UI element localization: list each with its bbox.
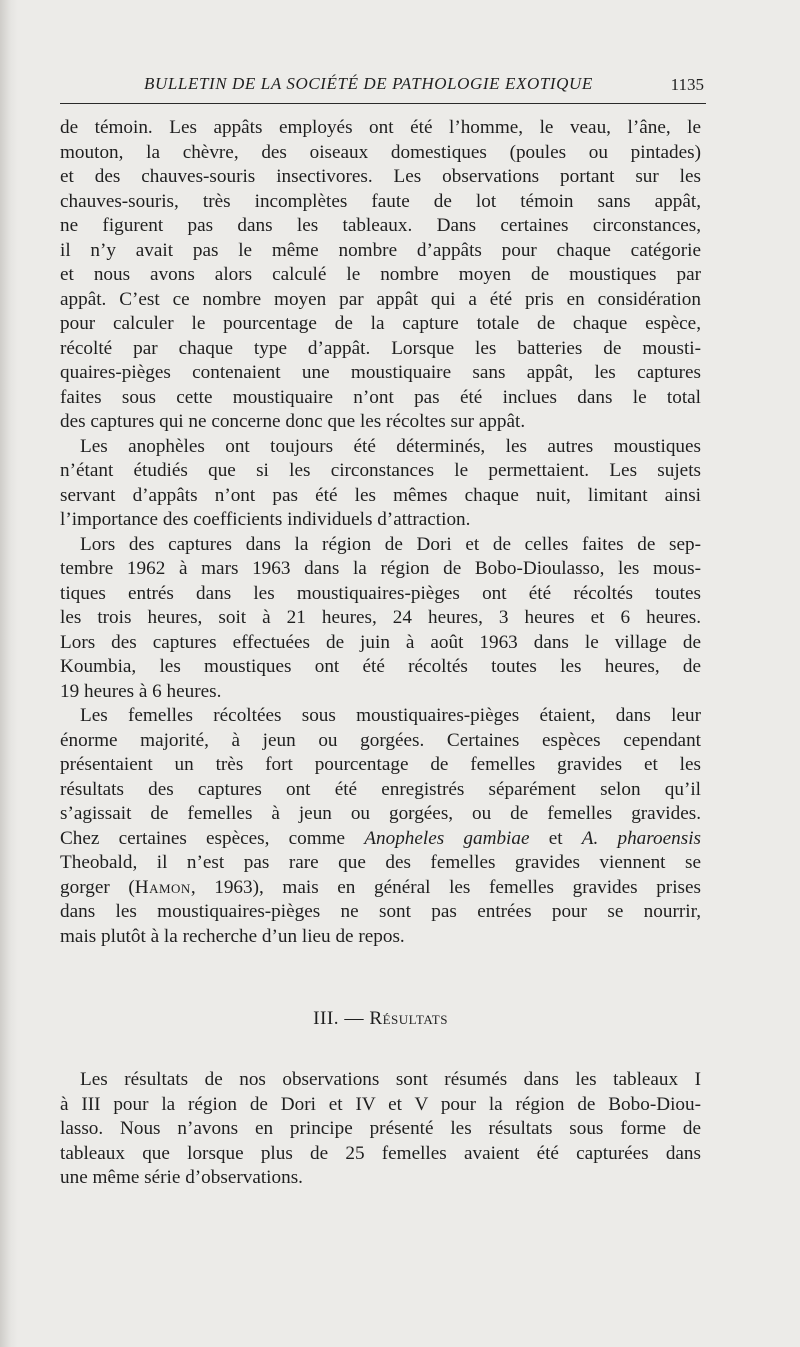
text-line: il n’y avait pas le même nombre d’appâts pour chaque catégorie	[60, 239, 701, 261]
text-line-species	[60, 827, 701, 852]
text-line: dans les moustiquaires-pièges ne sont pas entrées pour se nourrir,	[60, 901, 701, 922]
text-line: Les anophèles ont toujours été déterminés, les autres moustiques	[80, 435, 701, 457]
text-line: pour calculer le pourcentage de la capture totale de chaque espèce,	[60, 313, 701, 334]
text-line: l’importance des coefficients individuels d’attraction.	[60, 509, 471, 530]
text-fragment: Chez certaines espèces, comme	[60, 827, 365, 849]
body-text	[60, 116, 701, 949]
section-title: Résultats	[369, 1008, 448, 1029]
text-line: récolté par chaque type d’appât. Lorsque les batteries de mousti-	[60, 337, 701, 359]
running-header	[60, 74, 706, 100]
text-line: une même série d’observations.	[60, 1167, 303, 1188]
text-line: tiques entrés dans les moustiquaires-pièges ont été récoltés toutes	[60, 582, 701, 604]
text-line: lasso. Nous n’avons en principe présenté les résultats sous forme de	[60, 1118, 701, 1139]
journal-title: BULLETIN DE LA SOCIÉTÉ DE PATHOLOGIE EXOTIQUE	[144, 74, 593, 93]
text-line: tableaux que lorsque plus de 25 femelles avaient été capturées dans	[60, 1142, 701, 1164]
species-name: Anopheles gambiae	[364, 827, 530, 849]
paragraph-4	[60, 704, 701, 949]
paragraph-3	[60, 533, 701, 705]
text-line: mais plutôt à la recherche d’un lieu de repos.	[60, 925, 405, 947]
paragraph-1	[60, 116, 701, 435]
text-line: appât. C’est ce nombre moyen par appât qui a été pris en considération	[60, 288, 701, 310]
page-number: 1135	[670, 75, 704, 94]
text-line: servant d’appâts n’ont pas été les mêmes chaque nuit, limitant ainsi	[60, 484, 701, 506]
text-line: 19 heures à 6 heures.	[60, 680, 222, 702]
text-fragment: , 1963), mais en général les femelles gravides prises	[190, 876, 701, 898]
text-line: chauves-souris, très incomplètes faute de lot témoin sans appât,	[60, 190, 701, 212]
text-line: Les femelles récoltées sous moustiquaires-pièges étaient, dans leur	[80, 705, 701, 726]
species-name: A. pharoensis	[581, 827, 701, 849]
text-line: et nous avons alors calculé le nombre moyen de moustiques par	[60, 264, 701, 285]
section-number: III. —	[313, 1008, 365, 1029]
text-line: énorme majorité, à jeun ou gorgées. Certaines espèces cependant	[60, 729, 701, 751]
text-line: Les résultats de nos observations sont résumés dans les tableaux I	[80, 1069, 701, 1090]
text-line: Lors des captures effectuées de juin à août 1963 dans le village de	[60, 631, 701, 653]
author-citation: Hamon	[134, 876, 191, 898]
text-line: Koumbia, les moustiques ont été récoltés toutes les heures, de	[60, 656, 701, 677]
text-line: ne figurent pas dans les tableaux. Dans certaines circonstances,	[60, 215, 701, 236]
text-line: et des chauves-souris insectivores. Les observations portant sur les	[60, 166, 701, 187]
text-line: n’étant étudiés que si les circonstances le permettaient. Les sujets	[60, 460, 701, 481]
text-line-citation	[60, 876, 701, 901]
text-line: des captures qui ne concerne donc que les récoltes sur appât.	[60, 411, 526, 432]
text-fragment: gorger (	[60, 876, 135, 898]
text-line: tembre 1962 à mars 1963 dans la région de Bobo-Dioulasso, les mous-	[60, 558, 701, 579]
text-line: de témoin. Les appâts employés ont été l’homme, le veau, l’âne, le	[60, 117, 701, 138]
text-line: présentaient un très fort pourcentage de femelles gravides et les	[60, 754, 701, 775]
paragraph-2	[60, 435, 701, 533]
text-line: Lors des captures dans la région de Dori et de celles faites de sep-	[80, 533, 701, 555]
text-line: faites sous cette moustiquaire n’ont pas été inclues dans le total	[60, 386, 701, 408]
text-line: les trois heures, soit à 21 heures, 24 heures, 3 heures et 6 heures.	[60, 607, 701, 628]
text-fragment: et	[529, 827, 582, 849]
text-line: mouton, la chèvre, des oiseaux domestiques (poules ou pintades)	[60, 141, 701, 163]
results-paragraph	[60, 1068, 701, 1191]
text-line: Theobald, il n’est pas rare que des femelles gravides viennent se	[60, 852, 701, 873]
text-line: à III pour la région de Dori et IV et V pour la région de Bobo-Diou-	[60, 1093, 701, 1115]
text-line: résultats des captures ont été enregistrés séparément selon qu’il	[60, 778, 701, 800]
header-rule	[60, 103, 706, 104]
page-binding-shadow	[0, 0, 18, 1347]
text-line: s’agissait de femelles à jeun ou gorgées, ou de femelles gravides.	[60, 803, 701, 824]
section-heading	[60, 1008, 701, 1030]
text-line: quaires-pièges contenaient une moustiquaire sans appât, les captures	[60, 362, 701, 383]
